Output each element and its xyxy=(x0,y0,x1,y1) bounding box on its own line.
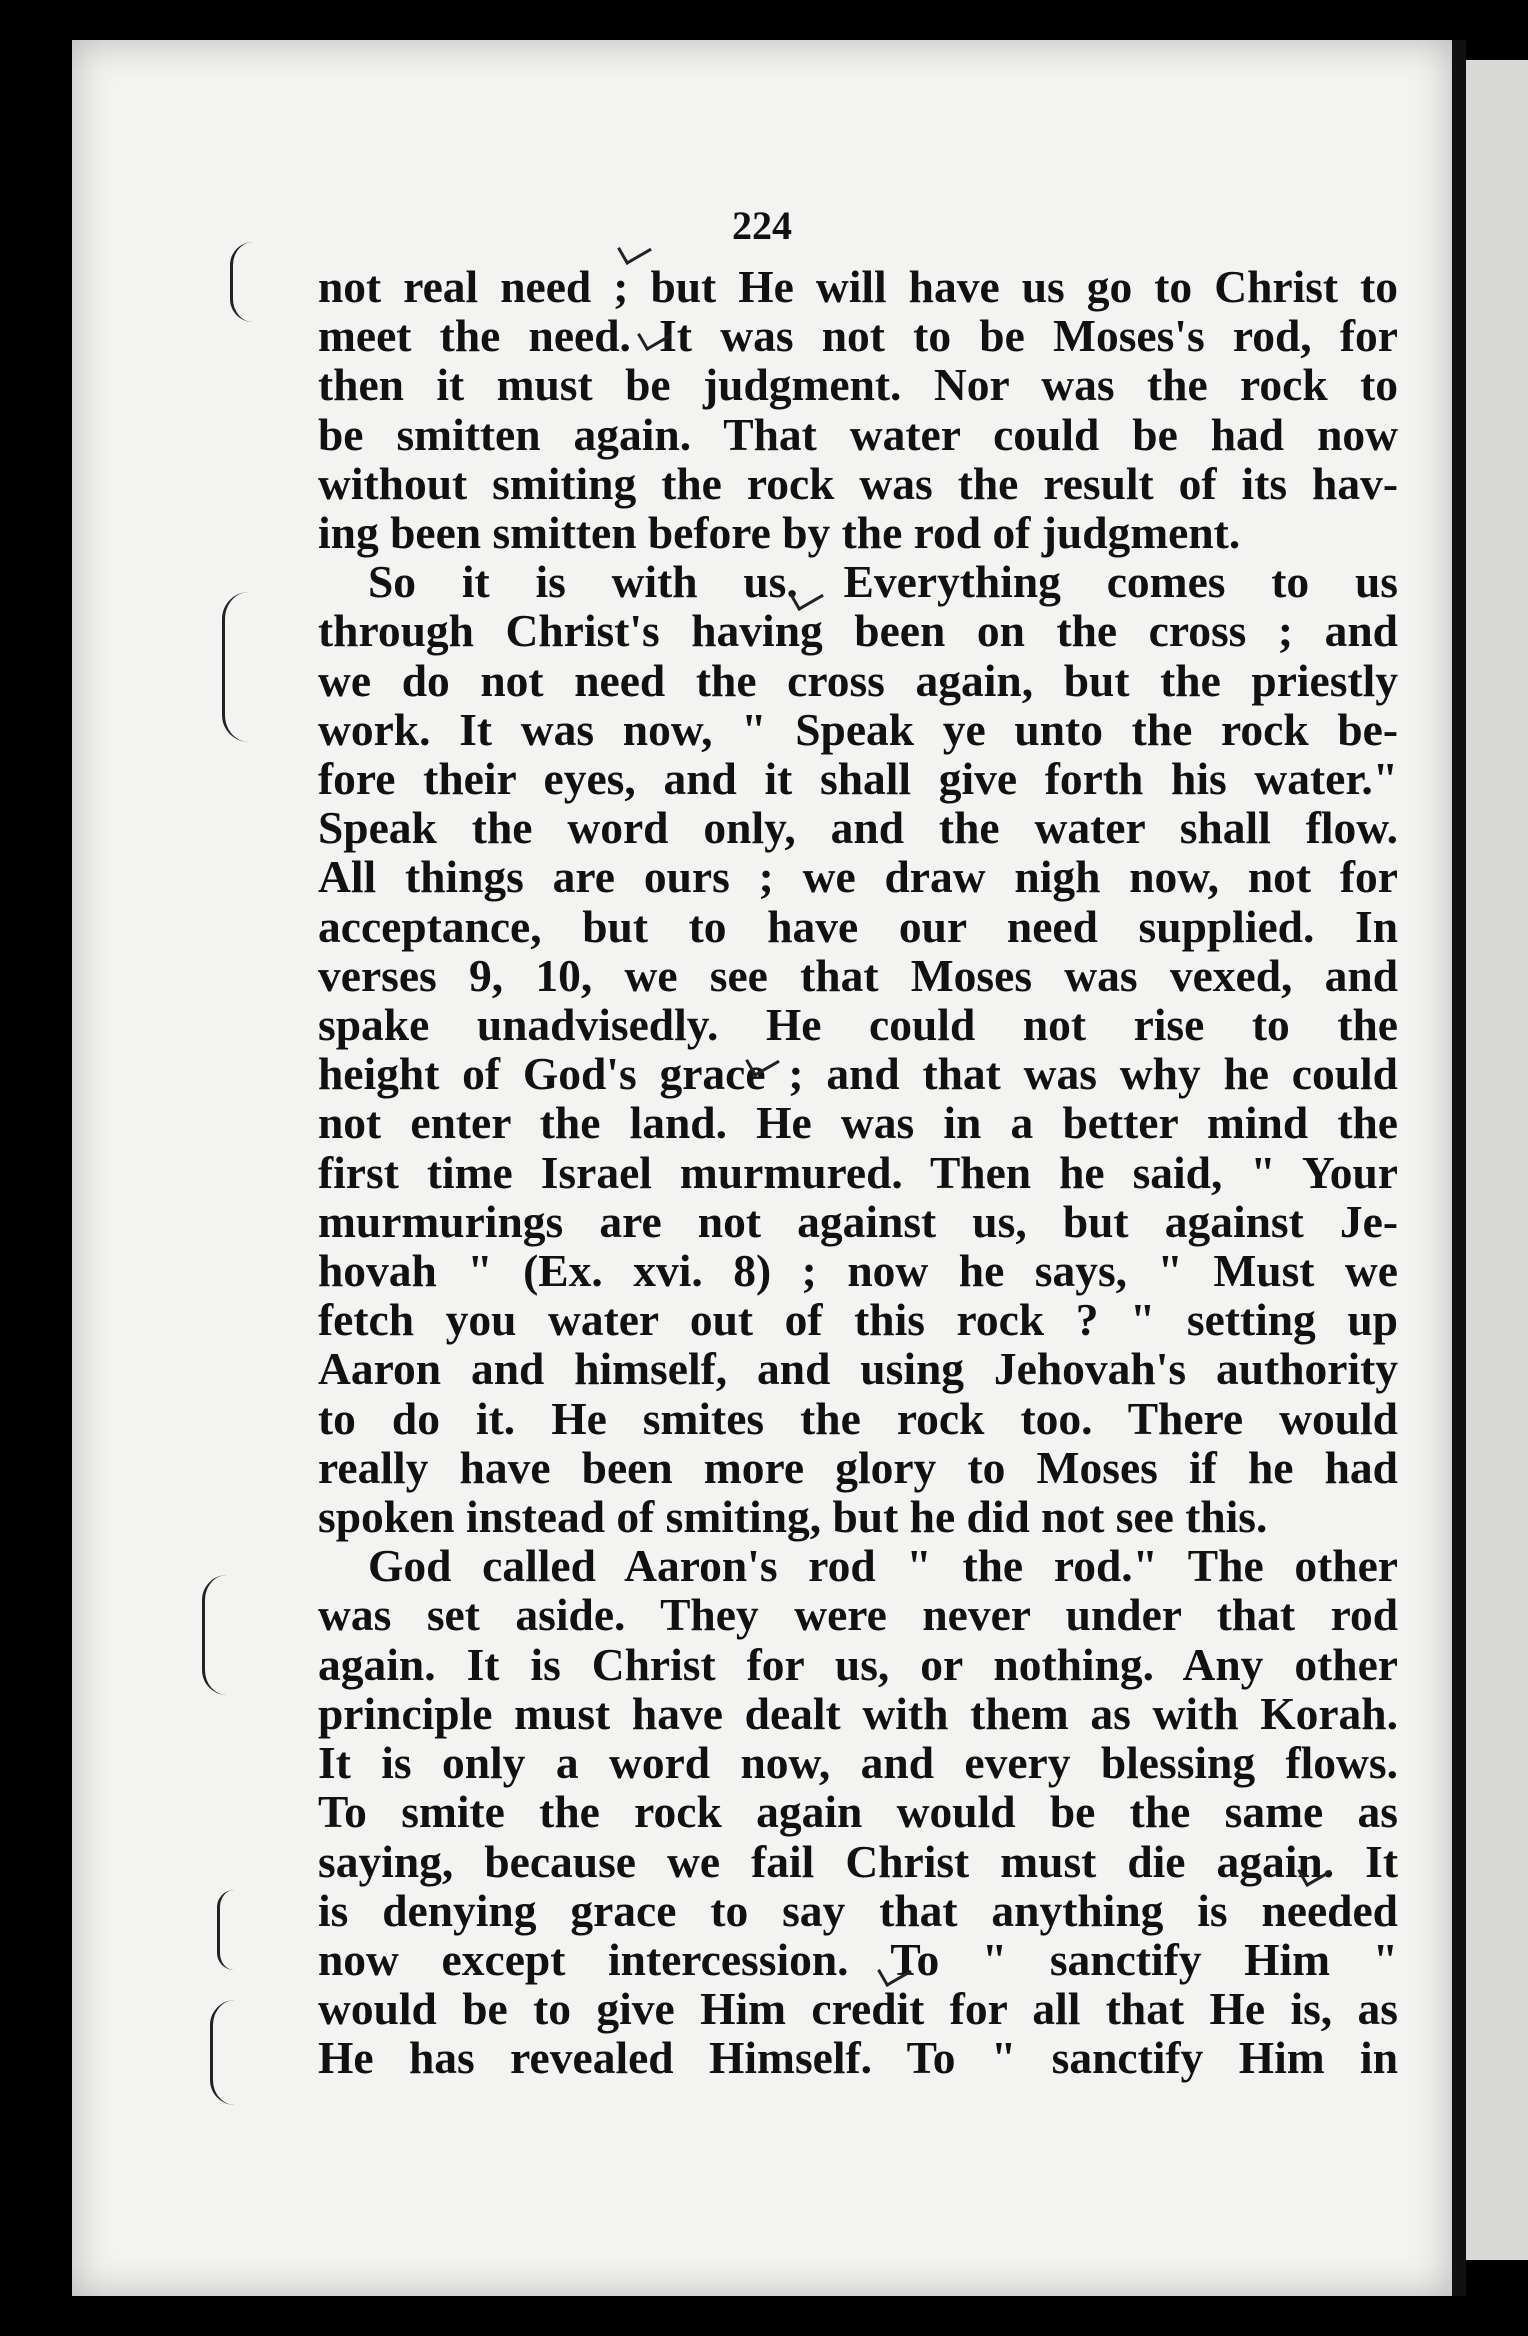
text-line: To smite the rock again would be the same as xyxy=(318,1786,1398,1838)
margin-bracket xyxy=(202,1575,227,1695)
text-line: God called Aaron's rod " the rod." The other xyxy=(368,1540,1398,1592)
text-line: was set aside. They were never under that rod xyxy=(318,1589,1398,1641)
text-line: spake unadvisedly. He could not rise to the xyxy=(318,999,1398,1051)
text-line: really have been more glory to Moses if he had xyxy=(318,1441,1398,1493)
text-line: saying, because we fail Christ must die again. It xyxy=(318,1835,1398,1887)
margin-bracket xyxy=(230,242,253,322)
text-line: spoken instead of smiting, but he did not see this. xyxy=(318,1491,1268,1543)
text-line: He has revealed Himself. To " sanctify Him in xyxy=(318,2032,1398,2084)
text-line: fore their eyes, and it shall give forth his water." xyxy=(318,753,1398,805)
margin-bracket xyxy=(217,1890,234,1970)
text-line: Speak the word only, and the water shall flow. xyxy=(318,802,1398,854)
body-text xyxy=(318,262,1398,2083)
text-line: height of God's grace ; and that was why he could xyxy=(318,1048,1398,1100)
text-line: to do it. He smites the rock too. There would xyxy=(318,1392,1398,1444)
text-line: So it is with us. Everything comes to us xyxy=(368,556,1398,608)
adjacent-page-strip xyxy=(1466,60,1528,2260)
text-line: we do not need the cross again, but the priestly xyxy=(318,654,1398,706)
text-line: through Christ's having been on the cross ; and xyxy=(318,605,1398,657)
margin-bracket xyxy=(222,592,249,742)
text-line: again. It is Christ for us, or nothing. Any other xyxy=(318,1638,1398,1690)
text-line: work. It was now, " Speak ye unto the rock be- xyxy=(318,703,1398,755)
text-line: not real need ; but He will have us go to Christ to xyxy=(318,261,1398,312)
text-line: now except intercession. To " sanctify Him " xyxy=(318,1933,1398,1985)
text-line: would be to give Him credit for all that He is, as xyxy=(318,1983,1398,2035)
text-line: is denying grace to say that anything is needed xyxy=(318,1884,1398,1936)
text-line: first time Israel murmured. Then he said, " Your xyxy=(318,1146,1398,1198)
page-edge xyxy=(1452,40,1466,2296)
margin-bracket xyxy=(210,2000,235,2105)
page-number: 224 xyxy=(732,203,792,248)
text-line: It is only a word now, and every blessing flows. xyxy=(318,1737,1398,1789)
text-line: principle must have dealt with them as with Korah. xyxy=(318,1687,1398,1739)
text-line: murmurings are not against us, but against Je- xyxy=(318,1195,1398,1247)
book-page xyxy=(72,40,1452,2296)
text-line: fetch you water out of this rock ? " setting up xyxy=(318,1294,1398,1346)
text-line: verses 9, 10, we see that Moses was vexed, and xyxy=(318,949,1398,1001)
text-line: without smiting the rock was the result of its hav- xyxy=(318,457,1398,509)
text-line: be smitten again. That water could be had now xyxy=(318,408,1398,460)
text-line: Aaron and himself, and using Jehovah's authority xyxy=(318,1343,1398,1395)
text-line: ing been smitten before by the rod of judgment. xyxy=(318,507,1241,559)
text-line: acceptance, but to have our need supplied. In xyxy=(318,900,1398,952)
text-line: not enter the land. He was in a better mind the xyxy=(318,1097,1398,1149)
text-line: meet the need. It was not to be Moses's rod, for xyxy=(318,310,1398,362)
text-line: then it must be judgment. Nor was the rock to xyxy=(318,359,1398,411)
text-line: hovah " (Ex. xvi. 8) ; now he says, " Must we xyxy=(318,1245,1398,1297)
text-line: All things are ours ; we draw nigh now, not for xyxy=(318,851,1398,903)
